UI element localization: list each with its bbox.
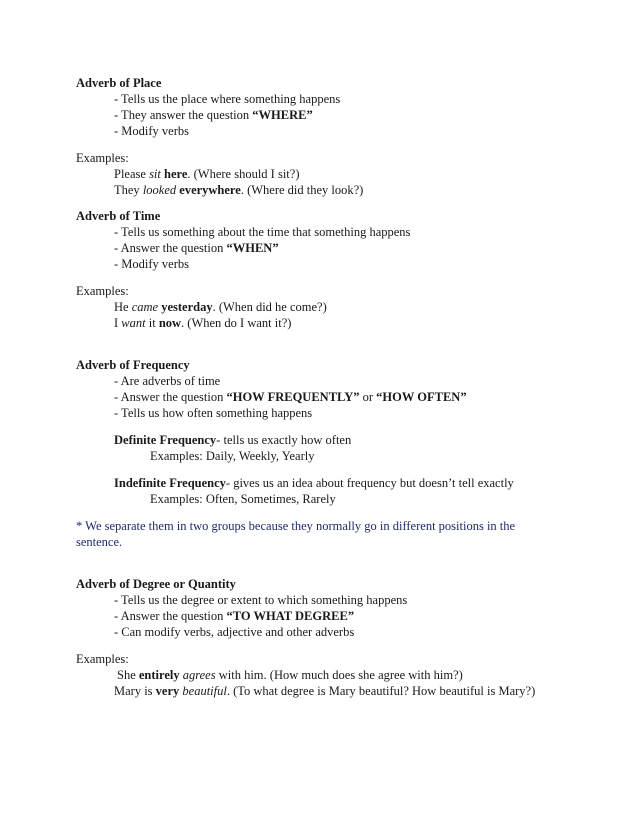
bullet-frequency-1: - Are adverbs of time bbox=[114, 374, 221, 388]
examples-label-time: Examples: bbox=[76, 284, 129, 298]
bullet-time-3: - Modify verbs bbox=[114, 257, 189, 271]
examples-label-degree: Examples: bbox=[76, 652, 129, 666]
bullet-degree-1: - Tells us the degree or extent to which something happens bbox=[114, 593, 408, 607]
section-heading-frequency: Adverb of Frequency bbox=[76, 358, 190, 372]
note-line-2: sentence. bbox=[76, 535, 123, 549]
section-heading-time: Adverb of Time bbox=[76, 209, 161, 223]
definite-frequency: Definite Frequency- tells us exactly how often bbox=[114, 433, 352, 447]
bullet-degree-2: - Answer the question “TO WHAT DEGREE” bbox=[114, 609, 355, 623]
bullet-degree-3: - Can modify verbs, adjective and other adverbs bbox=[114, 625, 355, 639]
definite-frequency-examples: Examples: Daily, Weekly, Yearly bbox=[150, 449, 315, 463]
example-time-2: I want it now. (When do I want it?) bbox=[114, 316, 292, 330]
bullet-time-2: - Answer the question “WHEN” bbox=[114, 241, 279, 255]
example-place-2: They looked everywhere. (Where did they look?) bbox=[114, 183, 364, 197]
indefinite-frequency: Indefinite Frequency- gives us an idea about frequency but doesn’t tell exactly bbox=[114, 476, 514, 490]
section-heading-place: Adverb of Place bbox=[76, 76, 162, 90]
indefinite-frequency-examples: Examples: Often, Sometimes, Rarely bbox=[150, 492, 336, 506]
example-degree-1: She entirely agrees with him. (How much does she agree with him?) bbox=[117, 668, 463, 682]
bullet-place-3: - Modify verbs bbox=[114, 124, 189, 138]
bullet-frequency-3: - Tells us how often something happens bbox=[114, 406, 313, 420]
bullet-frequency-2: - Answer the question “HOW FREQUENTLY” or “HOW OFTEN” bbox=[114, 390, 467, 404]
section-heading-degree: Adverb of Degree or Quantity bbox=[76, 577, 236, 591]
example-degree-2: Mary is very beautiful. (To what degree is Mary beautiful? How beautiful is Mary?) bbox=[114, 684, 536, 698]
examples-label-place: Examples: bbox=[76, 151, 129, 165]
example-time-1: He came yesterday. (When did he come?) bbox=[114, 300, 327, 314]
bullet-place-2: - They answer the question “WHERE” bbox=[114, 108, 313, 122]
bullet-place-1: - Tells us the place where something happens bbox=[114, 92, 341, 106]
example-place-1: Please sit here. (Where should I sit?) bbox=[114, 167, 300, 181]
note-line-1: * We separate them in two groups because they normally go in different positions in the bbox=[76, 519, 516, 533]
bullet-time-1: - Tells us something about the time that something happens bbox=[114, 225, 411, 239]
